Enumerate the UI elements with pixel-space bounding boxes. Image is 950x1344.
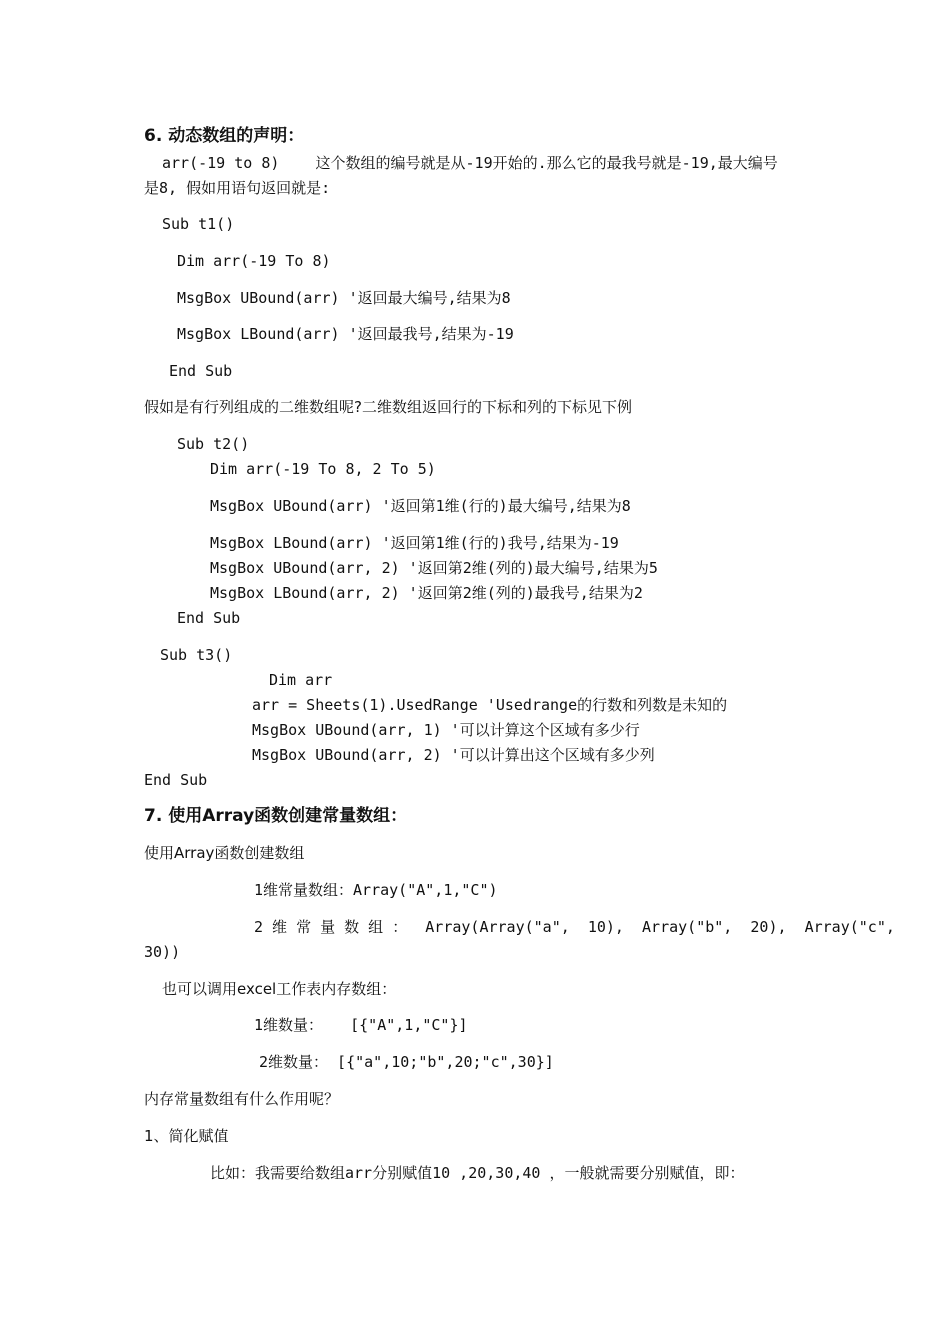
section-7-heading: 7. 使用Array函数创建常量数组： xyxy=(144,806,408,826)
two-dim-intro: 假如是有行列组成的二维数组呢?二维数组返回行的下标和列的下标见下例 xyxy=(144,398,632,416)
code-t3-line: End Sub xyxy=(144,771,208,789)
code-t1-line: End Sub xyxy=(169,362,233,380)
code-t2-line: MsgBox UBound(arr) '返回第1维(行的)最大编号,结果为8 xyxy=(210,497,631,515)
code-t1-line: MsgBox LBound(arr) '返回最我号,结果为-19 xyxy=(177,325,514,343)
one-dim-constant-array: 1维常量数组：Array("A",1,"C") xyxy=(254,881,498,899)
code-t1-line: Sub t1() xyxy=(162,215,235,233)
code-t3-line: MsgBox UBound(arr, 1) '可以计算这个区域有多少行 xyxy=(252,721,640,739)
section-6-intro-line2: 是8, 假如用语句返回就是: xyxy=(144,179,331,197)
code-t2-line: End Sub xyxy=(177,609,241,627)
excel-one-dim: 1维数量： [{"A",1,"C"}] xyxy=(254,1016,468,1034)
code-t3-line: Sub t3() xyxy=(160,646,233,664)
code-t3-line: MsgBox UBound(arr, 2) '可以计算出这个区域有多少列 xyxy=(252,746,655,764)
two-dim-constant-array-line1: 2 维 常 量 数 组 ： Array(Array("a", 10), Array("b", 20), Array("c", xyxy=(254,918,895,936)
code-t2-line: Sub t2() xyxy=(177,435,250,453)
section-6-heading: 6. 动态数组的声明： xyxy=(144,126,305,146)
excel-two-dim: 2维数量： [{"a",10;"b",20;"c",30}] xyxy=(259,1053,554,1071)
code-t2-line: MsgBox UBound(arr, 2) '返回第2维(列的)最大编号,结果为5 xyxy=(210,559,658,577)
code-t3-line: arr = Sheets(1).UsedRange 'Usedrange的行数和列数是未知的 xyxy=(252,696,728,714)
code-t2-line: Dim arr(-19 To 8, 2 To 5) xyxy=(210,460,436,478)
excel-array-intro: 也可以调用excel工作表内存数组： xyxy=(162,980,397,998)
example-text: 比如：我需要给数组arr分别赋值10 ,20,30,40 ，一般就需要分别赋值，即： xyxy=(210,1164,745,1182)
code-t2-line: MsgBox LBound(arr) '返回第1维(行的)我号,结果为-19 xyxy=(210,534,619,552)
code-t1-line: Dim arr(-19 To 8) xyxy=(177,252,331,270)
code-t3-line: Dim arr xyxy=(269,671,333,689)
code-t1-line: MsgBox UBound(arr) '返回最大编号,结果为8 xyxy=(177,289,511,307)
two-dim-constant-array-line2: 30)) xyxy=(144,943,181,961)
code-t2-line: MsgBox LBound(arr, 2) '返回第2维(列的)最我号,结果为2 xyxy=(210,584,643,602)
section-6-intro-line1: arr(-19 to 8) 这个数组的编号就是从-19开始的.那么它的最我号就是-19,最大编号 xyxy=(162,154,778,172)
question-text: 内存常量数组有什么作用呢？ xyxy=(144,1090,340,1108)
section-7-intro: 使用Array函数创建数组 xyxy=(144,844,305,862)
point-1: 1、简化赋值 xyxy=(144,1127,229,1145)
